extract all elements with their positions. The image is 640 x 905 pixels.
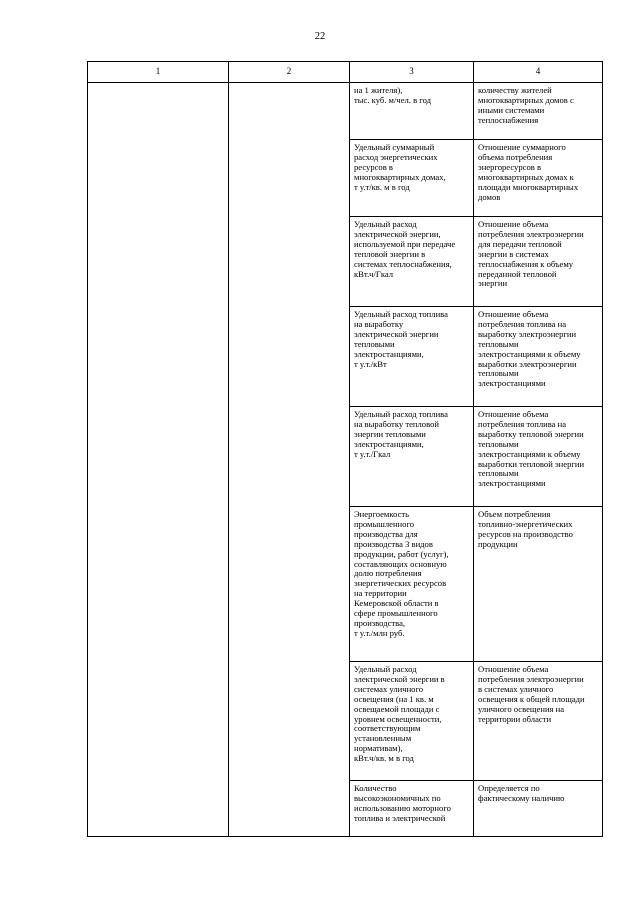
method-cell	[474, 507, 603, 662]
method-text: количеству жителей многоквартирных домов с иными системами теплоснабжения	[478, 85, 574, 125]
indicator-text: Энергоемкость промышленного производства для производства 3 видов продукции, работ (услуг), составляющих основную долю потребления энергетических ресурсов на территории Кемеровской области в сфере промышленного производства, т у.т./млн руб.	[354, 509, 449, 638]
indicator-cell	[350, 662, 474, 781]
method-text: Отношение объема потребления электроэнергии в системах уличного освещения к общей площади уличного освещения на территории области	[478, 664, 585, 724]
indicator-text: Количество высокоэкономичных по использованию моторного топлива и электрической	[354, 783, 451, 823]
indicator-cell	[350, 307, 474, 407]
indicator-text: Удельный расход топлива на выработку электрической энергии тепловыми электростанциями, т у.т./кВт	[354, 309, 448, 369]
indicator-text: Удельный расход топлива на выработку тепловой энергии тепловыми электростанциями, т у.т./Гкал	[354, 409, 448, 459]
method-text: Определяется по фактическому наличию	[478, 783, 565, 803]
indicator-cell	[350, 217, 474, 307]
method-cell	[474, 83, 603, 140]
column-header-3: 3	[350, 62, 474, 83]
page-number: 22	[314, 31, 326, 42]
method-text: Отношение объема потребления топлива на выработку электроэнергии тепловыми электростанциями к объему выработки электроэнергии тепловыми электростанциями	[478, 309, 581, 389]
indicators-table	[87, 61, 603, 837]
indicator-cell	[350, 781, 474, 837]
method-cell	[474, 307, 603, 407]
method-cell	[474, 662, 603, 781]
column-1-cell	[88, 83, 229, 837]
table-row	[88, 83, 603, 140]
method-text: Отношение суммарного объема потребления энергоресурсов в многоквартирных домах к площади многоквартирных домов	[478, 142, 579, 202]
column-2-cell	[229, 83, 350, 837]
indicator-text: Удельный суммарный расход энергетических ресурсов в многоквартирных домах, т у.т/кв. м в год	[354, 142, 446, 192]
indicator-text: Удельный расход электрической энергии в системах уличного освещения (на 1 кв. м освещаемой площади с уровнем освещенности, соответствующим установленным нормативам), кВт.ч/кв. м в год	[354, 664, 445, 764]
indicator-cell	[350, 407, 474, 507]
indicator-text: Удельный расход электрической энергии, используемой при передаче тепловой энергии в системах теплоснабжения, кВт.ч/Гкал	[354, 219, 456, 279]
method-cell	[474, 781, 603, 837]
method-cell	[474, 140, 603, 217]
indicator-text: на 1 жителя), тыс. куб. м/чел. в год	[354, 85, 432, 105]
method-text: Отношение объема потребления топлива на выработку тепловой энергии тепловыми электростанциями к объему выработки тепловой энергии тепловыми электростанциями	[478, 409, 585, 489]
method-cell	[474, 217, 603, 307]
indicator-cell	[350, 83, 474, 140]
column-header-4: 4	[474, 62, 603, 83]
table-header-row	[88, 62, 603, 83]
method-text: Отношение объема потребления электроэнергии для передачи тепловой энергии в системах теплоснабжения к объему переданной тепловой энергии	[478, 219, 584, 289]
method-cell	[474, 407, 603, 507]
method-text: Объем потребления топливно-энергетических ресурсов на производство продукции	[478, 509, 573, 549]
indicator-cell	[350, 140, 474, 217]
column-header-1: 1	[88, 62, 229, 83]
column-header-2: 2	[229, 62, 350, 83]
indicator-cell	[350, 507, 474, 662]
